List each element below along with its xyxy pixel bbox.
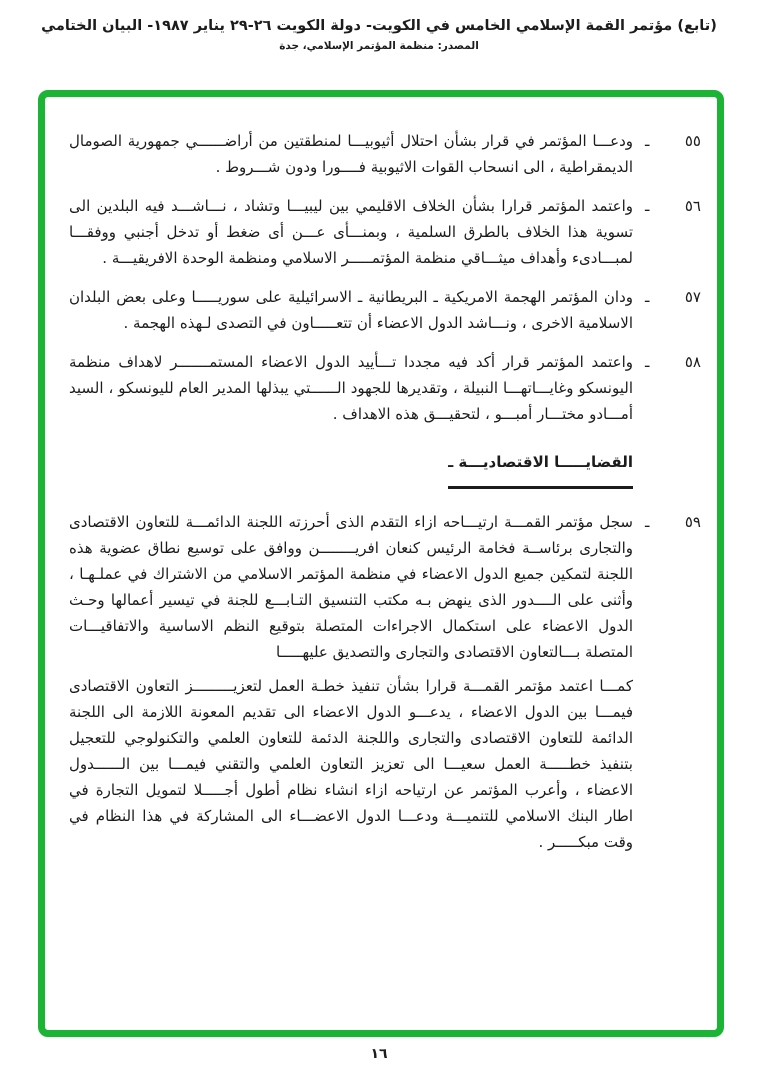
item-number xyxy=(639,284,701,336)
resolution-item-56 xyxy=(69,193,701,271)
page-number: ١٦ xyxy=(370,1046,388,1062)
item-paragraph: سجل مؤتمر القمـــة ارتيـــاحه ازاء التقدم الذى أحرزته اللجنة الدائمـــة للتعاون الاقتصادى والتجارى برئاســة فخامة الرئيس كنعان افريــــــــن ووافق على توسيع نطاق عضوية هذه اللجنة لتمكين جميع الدول الاعضاء في منظمة المؤتمر الاسلامي من الاشتراك في عملـهـا ، وأثنى على الــــدور الذى ينهض بـه مكتب التنسيق التـابـــع للجنة في تيسير أعمالها وحـث الدول الاعضاء على استكمال الاجراءات المتصلة بتوقيع النظم الاساسية والاتفاقيـــات المتصلة بـــالتعاون الاقتصادى والتجارى والتصديق عليهـــــا xyxy=(69,513,633,661)
item-paragraph: واعتمد المؤتمر قرارا بشأن الخلاف الاقليمي بين ليبيـــا وتشاد ، نـــاشـــد فيه البلدين الى تسوية هذا الخلاف بالطرق السلمية ، وبمنـــأى عـــن أى ضغط أو تدخل أجنبي ووفقـــا لمبـــادىء وأهداف ميثـــاقي منظمة المؤتمـــــر الاسلامي ومنظمة الوحدة الافريقيـــة . xyxy=(69,197,633,267)
item-number-value: ٥٥ xyxy=(684,132,701,150)
item-paragraph: كمـــا اعتمد مؤتمر القمـــة قرارا بشأن تنفيذ خطـة العمل لتعزيـــــــــز التعاون الاقتصادى فيمـــا بين الدول الاعضاء ، يدعـــو الدول الاعضاء الى تقديم المعونة اللازمة الى اللجنة الدائمة للتعاون الاقتصادى والتجارى واللجنة الدئمة للتعاون العلمي والتكنولوجي للتعجيل بتنفيذ خطـــــة العمل سعيـــا الى تعزيز التعاون العلمي والتقني فيمـــا بين الــــــدول الاعضاء ، وأعرب المؤتمر عن ارتياحه ازاء انشاء نظام أطول أجـــــلا لتمويل التجارة في اطار البنك الاسلامي للتنميـــة ودعـــا الدول الاعضـــاء الى المشاركة في هذا النظام في وقت مبكـــــر . xyxy=(69,677,633,851)
item-body xyxy=(69,193,633,271)
resolution-item-59 xyxy=(69,509,701,855)
item-number-dash: ـ xyxy=(645,513,650,531)
item-number xyxy=(639,128,701,180)
item-number-dash: ـ xyxy=(645,353,650,371)
item-number-value: ٥٩ xyxy=(684,513,701,531)
item-number-value: ٥٨ xyxy=(684,353,701,371)
item-number-dash: ـ xyxy=(645,197,650,215)
economic-issues-section xyxy=(69,449,633,489)
item-body xyxy=(69,349,633,427)
item-number-value: ٥٧ xyxy=(684,288,701,306)
resolution-item-55 xyxy=(69,128,701,180)
item-paragraph: واعتمد المؤتمر قرار أكد فيه مجددا تـــأييد الدول الاعضاء المستمـــــــر لاهداف منظمة اليونسكو وغايـــاتهـــا النبيلة ، وتقديرها للجهود الــــــتي يبذلها المدير العام لليونسكو ، السيد أمـــادو مختـــار أمبـــو ، لتحقيـــق هذه الاهداف . xyxy=(69,353,633,423)
page-header xyxy=(0,18,758,52)
item-number xyxy=(639,349,701,427)
item-paragraph: ودعـــا المؤتمر في قرار بشأن احتلال أثيوبيـــا لمنطقتين من أراضــــــي جمهورية الصومال الديمقراطية ، الى انسحاب القوات الاثيوبية فــــورا ودون شـــروط . xyxy=(69,132,633,176)
item-paragraph: ودان المؤتمر الهجمة الامريكية ـ البريطانية ـ الاسرائيلية على سوريـــــا وعلى بعض البلدان الاسلامية الاخرى ، ونـــاشد الدول الاعضاء أن تتعـــــاون في التصدى لـهذه الهجمة . xyxy=(69,288,633,332)
item-number-dash: ـ xyxy=(645,288,650,306)
item-number xyxy=(639,193,701,271)
resolution-item-57 xyxy=(69,284,701,336)
item-number-value: ٥٦ xyxy=(684,197,701,215)
document-source-line: المصدر: منظمة المؤتمر الإسلامي، جدة xyxy=(279,40,479,52)
item-number xyxy=(639,509,701,855)
document-content xyxy=(45,97,717,855)
item-number-dash: ـ xyxy=(645,132,650,150)
resolution-item-58 xyxy=(69,349,701,427)
item-body xyxy=(69,284,633,336)
item-body xyxy=(69,128,633,180)
section-heading-economic-issues: القضايـــــا الاقتصاديـــة ـ xyxy=(448,449,633,489)
item-body xyxy=(69,509,633,855)
document-title: (تابع) مؤتمر القمة الإسلامي الخامس في الكويت- دولة الكويت ٢٦-٢٩ يناير ١٩٨٧- البيان الختامي xyxy=(41,18,717,34)
content-border-box xyxy=(38,90,724,1037)
